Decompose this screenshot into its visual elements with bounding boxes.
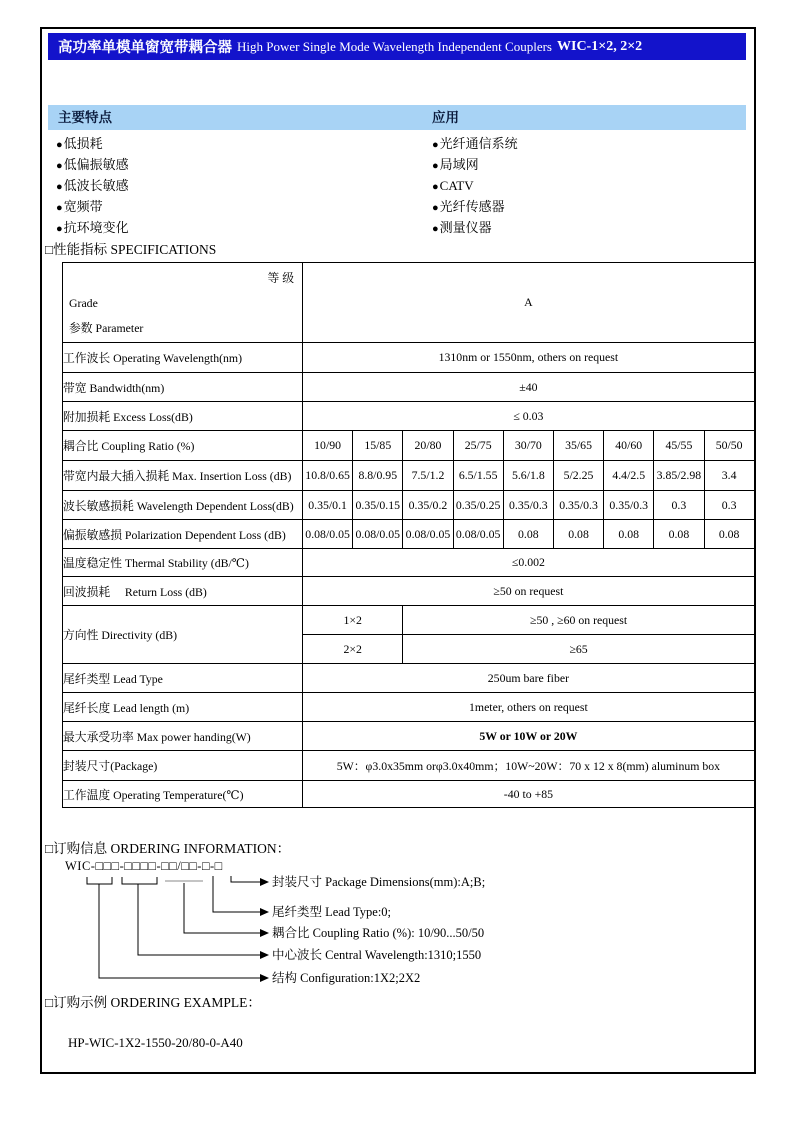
row-label: 偏振敏感损 Polarization Dependent Loss (dB)	[63, 520, 303, 549]
grade-parameter-corner-cell	[63, 263, 303, 343]
feature-item: ● 低波长敏感	[56, 175, 129, 196]
arrow-icons	[260, 878, 269, 982]
cell: 0.08	[553, 520, 603, 549]
cell: 0.08	[503, 520, 553, 549]
row-value: 1meter, others on request	[303, 693, 755, 722]
cell: 0.08	[704, 520, 754, 549]
cell: 30/70	[503, 431, 553, 461]
cell: 0.08	[604, 520, 654, 549]
application-item: ● 测量仪器	[432, 217, 518, 238]
cell: 0.35/0.2	[403, 491, 453, 520]
application-item: ● 光纤传感器	[432, 196, 518, 217]
application-item: ● CATV	[432, 175, 518, 196]
feature-item: ● 低损耗	[56, 133, 129, 154]
cell: 7.5/1.2	[403, 461, 453, 491]
cell: 0.35/0.15	[353, 491, 403, 520]
page-title-chinese: 高功率单模单窗宽带耦合器	[58, 40, 232, 56]
table-row-coupling-ratio	[63, 431, 755, 461]
feature-item: ● 低偏振敏感	[56, 154, 129, 175]
row-label: 带宽内最大插入损耗 Max. Insertion Loss (dB)	[63, 461, 303, 491]
cell: 0.35/0.1	[303, 491, 353, 520]
features-applications-bar	[48, 105, 746, 130]
cell: 50/50	[704, 431, 754, 461]
cell: 4.4/2.5	[604, 461, 654, 491]
row-label: 工作波长 Operating Wavelength(nm)	[63, 343, 303, 373]
table-row-directivity-1x2	[63, 606, 755, 635]
table-row-lead-length	[63, 693, 755, 722]
row-label: 回波损耗 Return Loss (dB)	[63, 577, 303, 606]
ordering-information-heading: □订购信息 ORDERING INFORMATION：	[45, 841, 291, 856]
part-number-format: WIC-□□□-□□□□-□□/□□-□-□	[65, 859, 223, 873]
row-label: 封装尺寸(Package)	[63, 751, 303, 781]
legend-lead-type: 尾纤类型 Lead Type:0;	[272, 905, 392, 919]
row-label: 波长敏感损耗 Wavelength Dependent Loss(dB)	[63, 491, 303, 520]
legend-configuration: 结构 Configuration:1X2;2X2	[272, 971, 421, 985]
row-label: 耦合比 Coupling Ratio (%)	[63, 431, 303, 461]
table-row-polarization-dependent-loss	[63, 520, 755, 549]
cell: 0.35/0.3	[553, 491, 603, 520]
row-label: 最大承受功率 Max power handing(W)	[63, 722, 303, 751]
page-title-english: High Power Single Mode Wavelength Independent Couplers	[237, 38, 552, 54]
arrow-icon	[260, 878, 269, 886]
row-label: 尾纤长度 Lead length (m)	[63, 693, 303, 722]
cell: 6.5/1.55	[453, 461, 503, 491]
cell: 0.35/0.3	[604, 491, 654, 520]
cell: 0.3	[704, 491, 754, 520]
cell: 10/90	[303, 431, 353, 461]
cell: 8.8/0.95	[353, 461, 403, 491]
title-bar	[48, 33, 746, 60]
corner-grade-en: Grade	[69, 296, 98, 310]
table-row-package	[63, 751, 755, 781]
cell: 15/85	[353, 431, 403, 461]
row-value: -40 to +85	[303, 781, 755, 808]
directivity-value: ≥65	[403, 635, 754, 664]
cell: 40/60	[604, 431, 654, 461]
row-value: 250um bare fiber	[303, 664, 755, 693]
product-model: WIC-1×2, 2×2	[557, 38, 643, 54]
cell: 3.4	[704, 461, 754, 491]
cell: 5.6/1.8	[503, 461, 553, 491]
row-value: ≤0.002	[303, 549, 755, 577]
cell: 35/65	[553, 431, 603, 461]
directivity-config: 2×2	[303, 635, 403, 664]
table-row-lead-type	[63, 664, 755, 693]
arrow-icon	[260, 929, 269, 937]
features-list	[56, 133, 129, 238]
arrow-icon	[260, 951, 269, 959]
corner-parameter: 参数 Parameter	[69, 321, 144, 335]
cell: 20/80	[403, 431, 453, 461]
ordering-example-code: HP-WIC-1X2-1550-20/80-0-A40	[68, 1035, 243, 1050]
row-label: 附加损耗 Excess Loss(dB)	[63, 402, 303, 431]
legend-coupling-ratio: 耦合比 Coupling Ratio (%): 10/90...50/50	[272, 926, 485, 940]
feature-item: ● 抗环境变化	[56, 217, 129, 238]
specifications-heading: □性能指标 SPECIFICATIONS	[45, 242, 217, 257]
directivity-value: ≥50 , ≥60 on request	[403, 606, 754, 635]
table-row-thermal-stability	[63, 549, 755, 577]
cell: 0.35/0.3	[503, 491, 553, 520]
application-item: ● 光纤通信系统	[432, 133, 518, 154]
cell: 5/2.25	[553, 461, 603, 491]
arrow-icon	[260, 974, 269, 982]
cell: 0.08	[654, 520, 704, 549]
features-title: 主要特点	[58, 110, 112, 125]
cell: 25/75	[453, 431, 503, 461]
cell: 45/55	[654, 431, 704, 461]
grade-value-cell: A	[303, 263, 755, 343]
specifications-table	[62, 262, 755, 808]
applications-list	[432, 133, 518, 238]
cell: 10.8/0.65	[303, 461, 353, 491]
directivity-config: 1×2	[303, 606, 403, 635]
cell: 0.08/0.05	[453, 520, 503, 549]
table-row-excess-loss	[63, 402, 755, 431]
legend-package-dimensions: 封装尺寸 Package Dimensions(mm):A;B;	[272, 875, 486, 889]
table-row-operating-temperature	[63, 781, 755, 808]
application-item: ● 局域网	[432, 154, 518, 175]
table-row-grade	[63, 263, 755, 343]
row-value: ≥50 on request	[303, 577, 755, 606]
row-value: ±40	[303, 373, 755, 402]
corner-grade-cn: 等 级	[267, 271, 294, 285]
cell: 0.3	[654, 491, 704, 520]
row-value: 5W：φ3.0x35mm orφ3.0x40mm；10W~20W：70 x 12 x 8(mm) aluminum box	[303, 751, 755, 781]
row-label: 温度稳定性 Thermal Stability (dB/℃)	[63, 549, 303, 577]
row-label: 带宽 Bandwidth(nm)	[63, 373, 303, 402]
row-value: 1310nm or 1550nm, others on request	[303, 343, 755, 373]
row-value: 5W or 10W or 20W	[303, 722, 755, 751]
arrow-icon	[260, 908, 269, 916]
cell: 0.08/0.05	[303, 520, 353, 549]
table-row-wavelength	[63, 343, 755, 373]
row-label: 尾纤类型 Lead Type	[63, 664, 303, 693]
table-row-bandwidth	[63, 373, 755, 402]
page-border	[40, 27, 756, 1074]
cell: 0.08/0.05	[353, 520, 403, 549]
row-label: 方向性 Directivity (dB)	[63, 606, 303, 664]
ordering-example-heading: □订购示例 ORDERING EXAMPLE：	[45, 995, 261, 1010]
feature-item: ● 宽频带	[56, 196, 129, 217]
row-value: ≤ 0.03	[303, 402, 755, 431]
table-row-insertion-loss	[63, 461, 755, 491]
table-row-return-loss	[63, 577, 755, 606]
applications-title: 应用	[432, 110, 459, 125]
cell: 0.08/0.05	[403, 520, 453, 549]
table-row-wavelength-dependent-loss	[63, 491, 755, 520]
legend-central-wavelength: 中心波长 Central Wavelength:1310;1550	[272, 948, 482, 962]
row-label: 工作温度 Operating Temperature(℃)	[63, 781, 303, 808]
cell: 3.85/2.98	[654, 461, 704, 491]
table-row-max-power	[63, 722, 755, 751]
cell: 0.35/0.25	[453, 491, 503, 520]
